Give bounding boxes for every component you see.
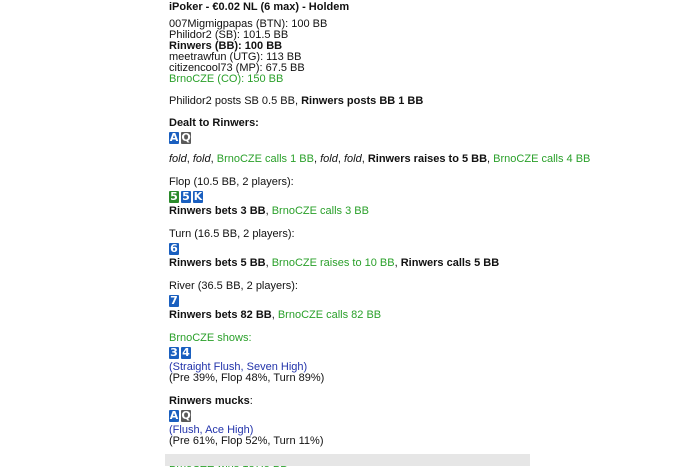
turn-actions [169,258,529,269]
separator: , [265,205,272,217]
hero-mucks: Rinwers mucks [169,395,250,407]
card-icon: 5 [170,190,178,203]
card-icon: 3 [170,346,178,359]
showdown-hero-label [169,396,529,407]
river-label: River (36.5 BB, 2 players): [169,280,298,292]
player-seat: 007Migmigpapas (BTN): 100 BB [169,18,328,30]
players-list [169,19,529,85]
separator: , [487,153,494,165]
hero-hand: (Flush, Ace High) [169,424,254,436]
showdown-villain-label: BrnoCZE shows: [169,332,252,344]
hero-cards [169,132,529,145]
turn-label: Turn (16.5 BB, 2 players): [169,228,295,240]
flop-cards [169,191,529,204]
action-bet: Rinwers bets 82 BB [169,309,272,321]
sb-post: Philidor2 posts SB 0.5 BB, [169,95,302,107]
hand-title: iPoker - €0.02 NL (6 max) - Holdem [169,1,350,13]
separator: , [265,257,272,269]
separator: , [337,153,344,165]
villain-cards [169,347,529,360]
player-seat: citizencool73 (MP): 67.5 BB [169,62,305,74]
player-seat-villain: BrnoCZE (CO): 150 BB [169,73,284,85]
river-actions [169,310,529,321]
action-raise: BrnoCZE raises to 10 BB [271,257,395,269]
villain-equity: (Pre 39%, Flop 48%, Turn 89%) [169,372,325,384]
bottom-scroll-area[interactable] [165,454,530,466]
flop-label: Flop (10.5 BB, 2 players): [169,176,294,188]
hero-equity: (Pre 61%, Flop 52%, Turn 11%) [169,435,324,447]
action-call: BrnoCZE calls 1 BB [216,153,314,165]
action-fold: fold [320,153,338,165]
dealt-label: Dealt to Rinwers: [169,117,259,129]
action-bet: Rinwers bets 5 BB [169,257,266,269]
hand-history [169,1,591,470]
card-icon: A [169,131,179,144]
card-icon: Q [181,131,191,144]
villain-hand: (Straight Flush, Seven High) [169,361,308,373]
player-seat: meetrawfun (UTG): 113 BB [169,51,302,63]
separator: , [313,153,321,165]
blinds-line [169,96,529,107]
action-fold: fold [343,153,362,165]
action-call: Rinwers calls 5 BB [400,257,500,269]
action-fold: fold [169,153,187,165]
action-raise: Rinwers raises to 5 BB [367,153,488,165]
preflop-actions [169,153,591,165]
card-icon: A [169,409,179,422]
action-call: BrnoCZE calls 82 BB [277,309,382,321]
card-icon: 7 [170,294,178,307]
colon: : [249,395,253,407]
action-call: BrnoCZE calls 4 BB [493,153,591,165]
bb-post: Rinwers posts BB 1 BB [301,95,424,107]
action-fold: fold [192,153,211,165]
separator: , [186,153,193,165]
card-icon: 5 [182,190,190,203]
action-call: BrnoCZE calls 3 BB [271,205,369,217]
card-icon: Q [181,409,191,422]
river-cards [169,295,529,308]
separator: , [361,153,368,165]
card-icon: 6 [170,242,178,255]
card-icon: 4 [182,346,190,359]
action-bet: Rinwers bets 3 BB [169,205,266,217]
hero-muck-cards [169,410,529,423]
separator: , [271,309,278,321]
turn-cards [169,243,529,256]
separator: , [394,257,401,269]
player-seat-hero: Rinwers (BB): 100 BB [169,40,283,52]
card-icon: K [193,190,203,203]
player-seat: Philidor2 (SB): 101.5 BB [169,29,289,41]
flop-actions [169,206,529,217]
separator: , [210,153,217,165]
